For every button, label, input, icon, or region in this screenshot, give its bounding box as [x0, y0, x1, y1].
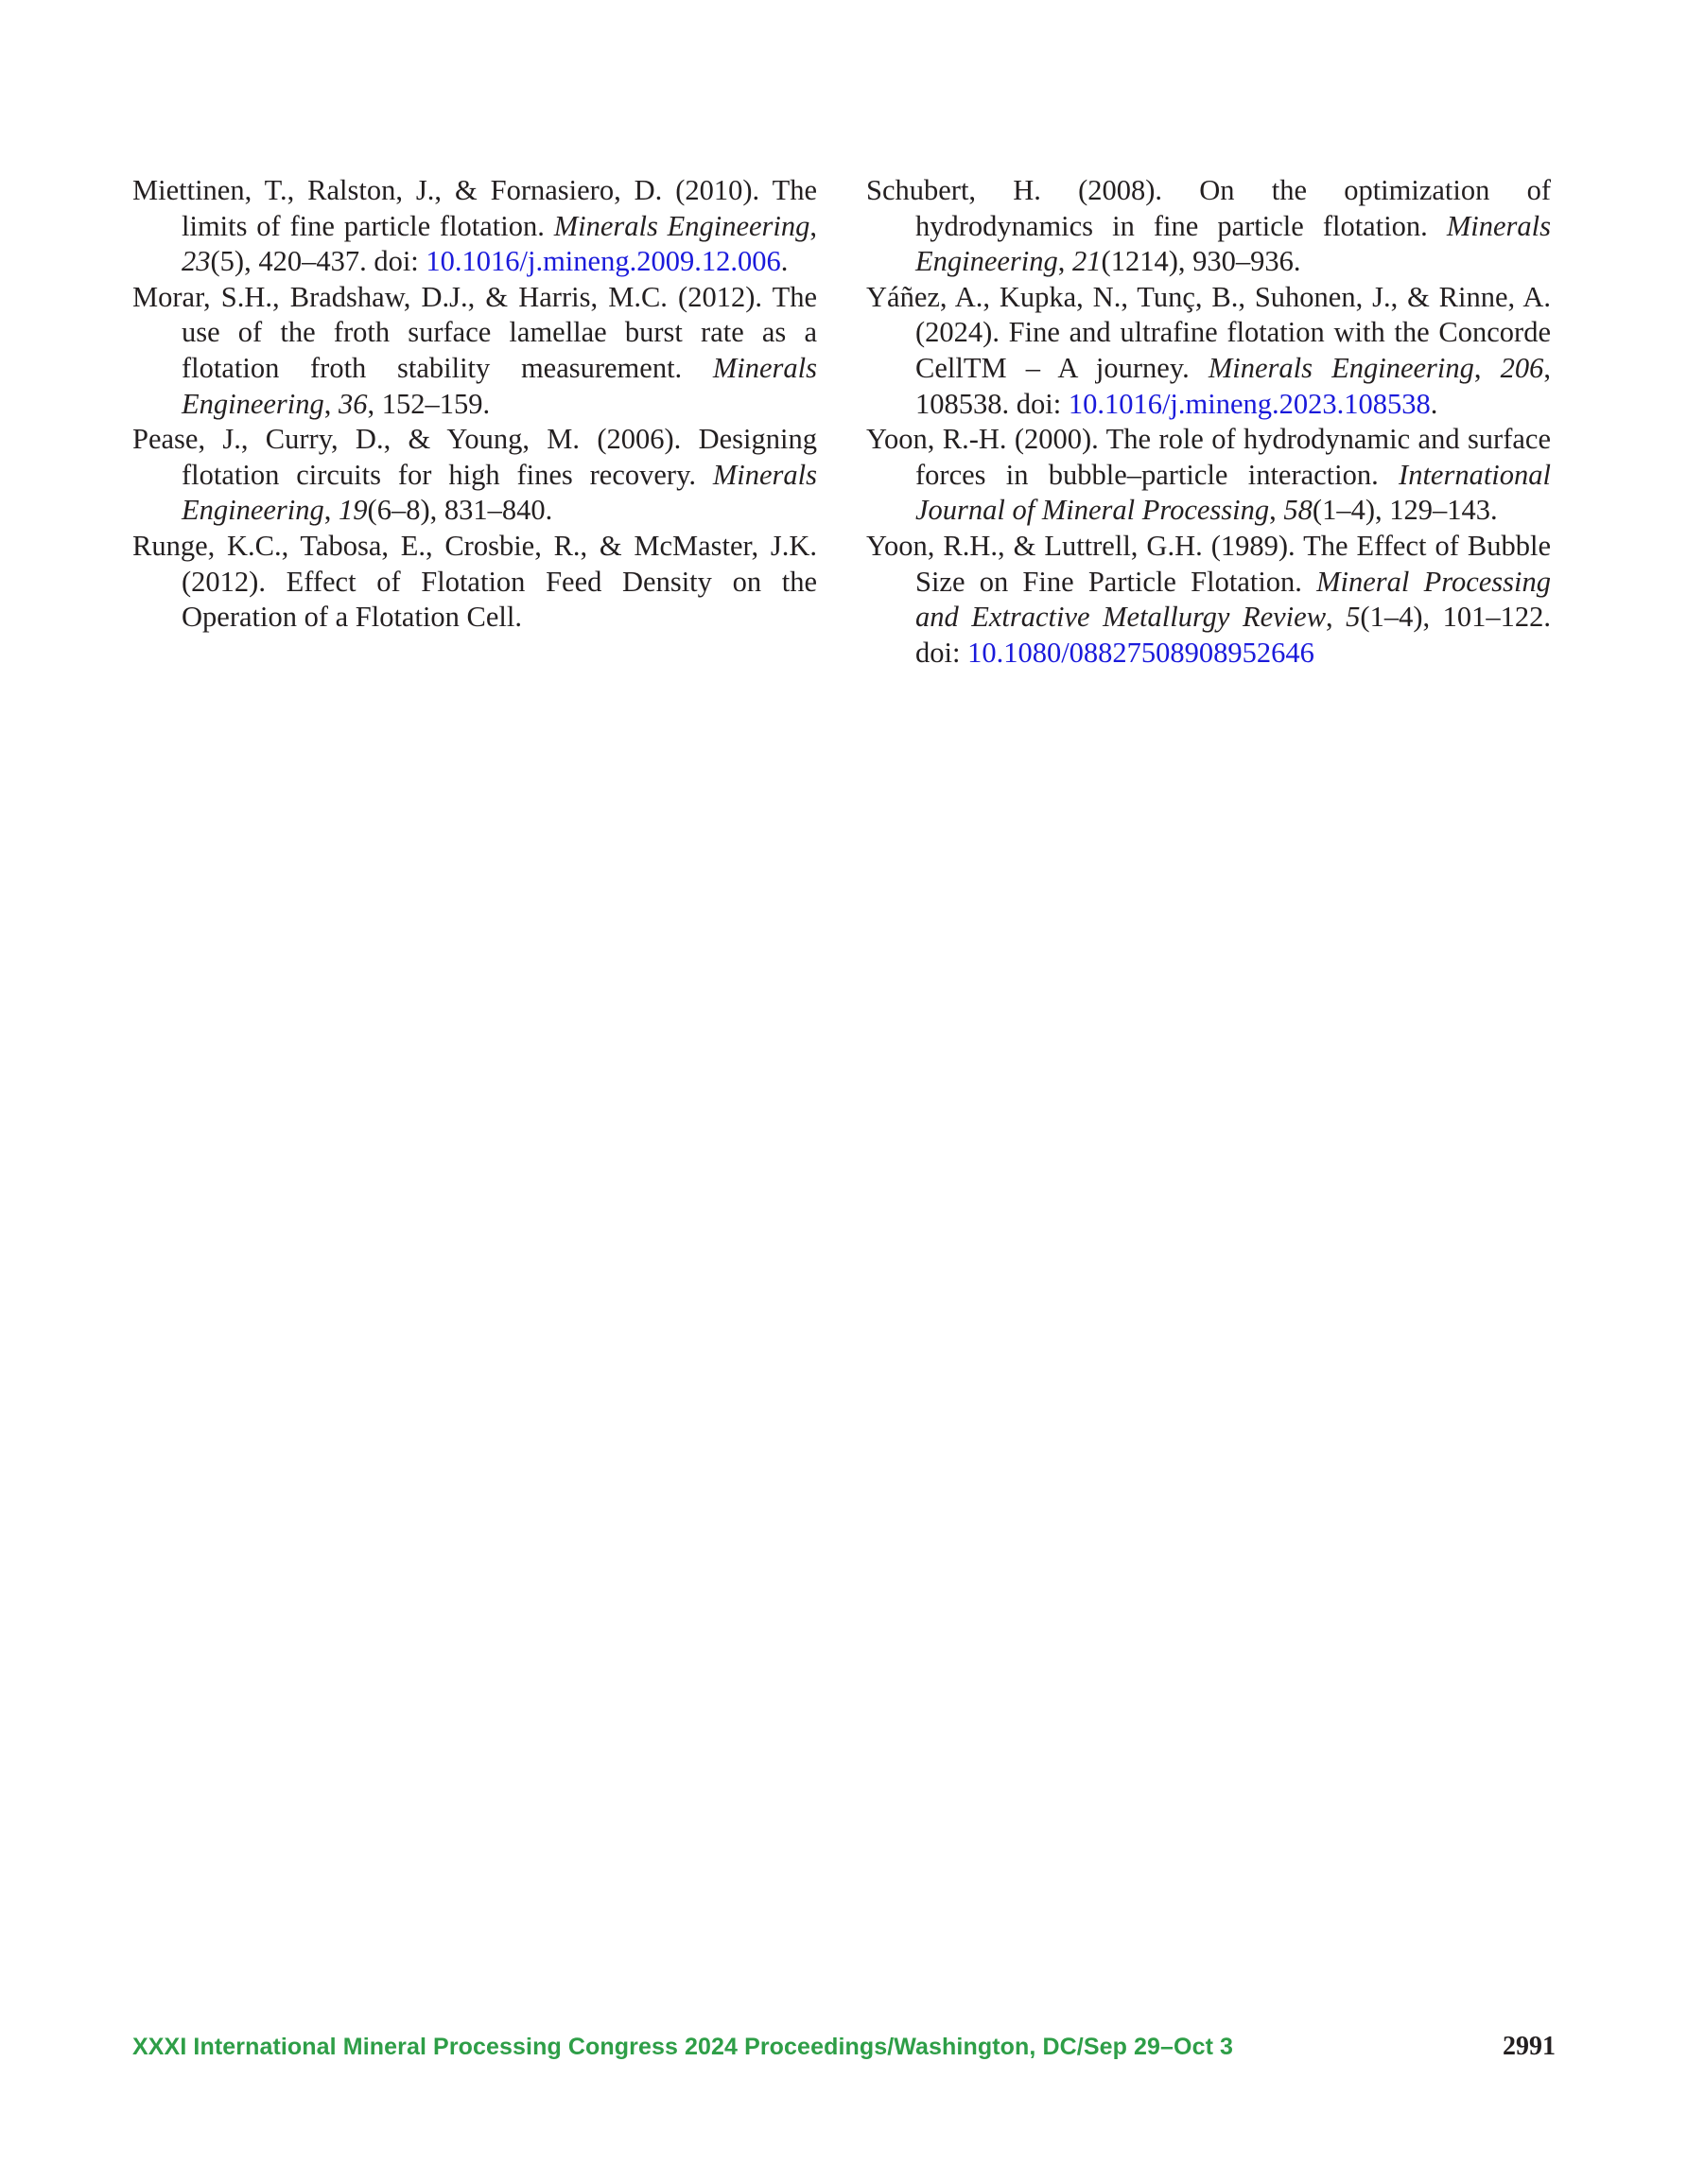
reference-journal: Minerals Engineering [553, 209, 810, 242]
reference-journal: Mineral Processing and Extractive Metallurgy Review [915, 565, 1551, 634]
doi-link[interactable]: 10.1016/j.mineng.2009.12.006 [426, 245, 781, 278]
reference-authors-title: Yoon, R.-H. (2000). The role of hydrodynamic and surface forces in bubble–particle interaction. [866, 423, 1551, 491]
reference-details: (6–8), 831–840. [367, 494, 553, 527]
reference-volume: 23 [182, 245, 211, 278]
reference-details: (1214), 930–936. [1101, 245, 1301, 278]
reference-separator: , [323, 494, 339, 527]
reference-end: . [1430, 387, 1438, 420]
reference-item [866, 529, 1551, 671]
reference-volume: 5 [1346, 601, 1361, 634]
reference-journal: Minerals Engineering [182, 458, 817, 527]
reference-journal: International Journal of Mineral Processing [915, 458, 1551, 527]
reference-item [132, 173, 817, 280]
reference-volume: 21 [1072, 245, 1102, 278]
reference-separator: , [1269, 494, 1284, 527]
reference-item [866, 280, 1551, 422]
reference-authors-title: Miettinen, T., Ralston, J., & Fornasiero, D. (2010). The limits of fine particle flotation. [132, 174, 817, 242]
reference-details: (5), 420–437. doi: [210, 245, 426, 278]
reference-item [866, 422, 1551, 529]
reference-journal: Minerals Engineering [182, 351, 817, 420]
reference-item [132, 422, 817, 529]
reference-separator: , [809, 209, 818, 242]
reference-separator: , [1326, 601, 1347, 634]
reference-authors-title: Yoon, R.H., & Luttrell, G.H. (1989). The Effect of Bubble Size on Fine Particle Flotation. [866, 529, 1551, 598]
reference-separator: , [323, 387, 339, 420]
reference-authors-title: Schubert, H. (2008). On the optimization of hydrodynamics in fine particle flotation. [866, 174, 1551, 242]
reference-volume: 36 [339, 387, 368, 420]
reference-details: , 152–159. [367, 387, 491, 420]
reference-item [132, 529, 817, 636]
reference-details: (1–4), 129–143. [1312, 494, 1498, 527]
references-column-left [132, 173, 817, 636]
reference-journal: Minerals Engineering [915, 209, 1551, 278]
reference-item [132, 280, 817, 422]
doi-link[interactable]: 10.1080/08827508908952646 [967, 636, 1314, 669]
page-footer [132, 2034, 1556, 2071]
reference-separator: , [1057, 245, 1073, 278]
reference-journal: Minerals Engineering [1208, 351, 1474, 384]
reference-details: , 108538. doi: [915, 351, 1552, 420]
reference-authors-title: Morar, S.H., Bradshaw, D.J., & Harris, M.C. (2012). The use of the froth surface lamellae burst rate as a flotation froth stability measurement. [132, 280, 817, 384]
footer-proceedings-title: XXXI International Mineral Processing Congress 2024 Proceedings/Washington, DC/Sep 29–Oct 3 [132, 2034, 1234, 2060]
reference-details: (1–4), 101–122. doi: [915, 601, 1551, 669]
reference-volume: 58 [1283, 494, 1313, 527]
reference-authors-title: Pease, J., Curry, D., & Young, M. (2006). Designing flotation circuits for high fines recovery. [132, 423, 817, 491]
reference-authors-title: Yáñez, A., Kupka, N., Tunç, B., Suhonen, J., & Rinne, A. (2024). Fine and ultrafine flotation with the Concorde CellTM – A journey. [866, 280, 1551, 384]
references-column-right [866, 173, 1551, 671]
reference-item [866, 173, 1551, 280]
reference-separator: , [1473, 351, 1501, 384]
page-number: 2991 [1503, 2032, 1556, 2061]
reference-end: . [780, 245, 789, 278]
reference-volume: 206 [1500, 351, 1544, 384]
doi-link[interactable]: 10.1016/j.mineng.2023.108538 [1068, 387, 1431, 420]
reference-authors-title: Runge, K.C., Tabosa, E., Crosbie, R., & McMaster, J.K. (2012). Effect of Flotation Feed Density on the Operation of a Flotation Cell. [132, 529, 817, 634]
reference-volume: 19 [339, 494, 368, 527]
